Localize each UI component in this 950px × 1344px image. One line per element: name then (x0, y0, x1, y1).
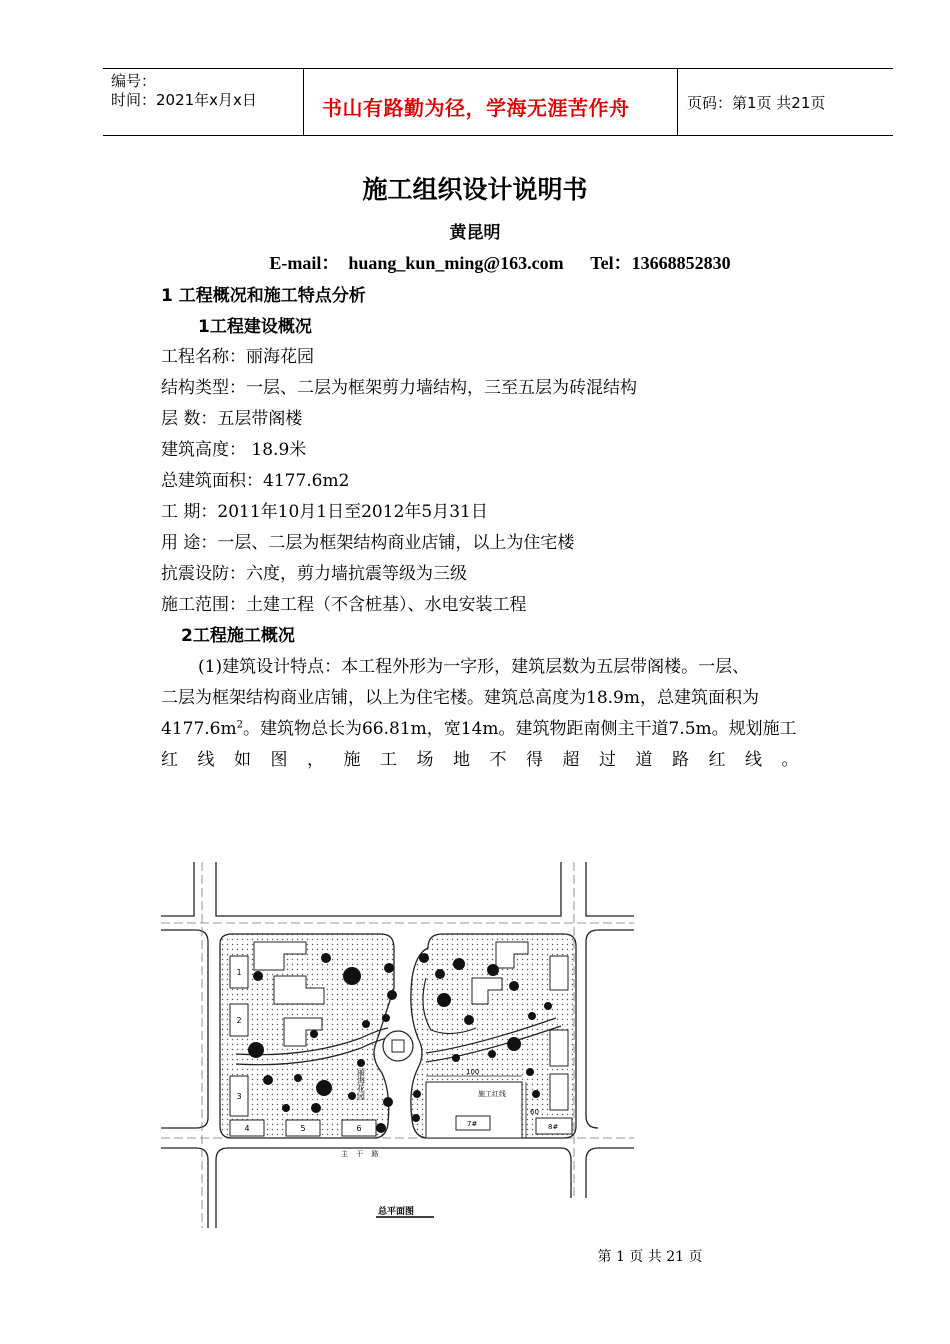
fact-line: 层 数：五层带阁楼 (161, 409, 303, 429)
header-page-label: 页码：第1页 共21页 (687, 94, 826, 112)
fact-line: 结构类型：一层、二层为框架剪力墙结构，三至五层为砖混结构 (161, 378, 637, 398)
paragraph-line: 二层为框架结构商业店铺，以上为住宅楼。建筑总高度为18.9m，总建筑面积为 (161, 688, 759, 708)
site-building-label: 7# (467, 1120, 478, 1128)
page-footer: 第 1 页 共 21 页 (597, 1249, 703, 1265)
fact-line: 总建筑面积：4177.6m2 (161, 471, 350, 491)
site-plan-drawing (156, 858, 636, 1230)
right-building-label: 8# (548, 1123, 559, 1131)
plan-caption: 总平面图 (378, 1207, 415, 1217)
author-contact: E-mail： huang_kun_ming@163.com Tel：13668852830 (269, 253, 731, 273)
building-label: 5 (300, 1124, 306, 1133)
header-top-rule (103, 68, 893, 69)
garden-label: 丽海花园 (356, 1068, 366, 1100)
area-superscript: 2 (236, 719, 243, 731)
building-label: 6 (356, 1124, 362, 1133)
header-divider-right (677, 68, 678, 135)
building-label: 3 (236, 1092, 242, 1101)
subsection-heading-1: 1工程建设概况 (198, 317, 312, 337)
roundabout (383, 1031, 413, 1061)
header-motto: 书山有路勤为径，学海无涯苦作舟 (322, 96, 630, 120)
fact-line: 抗震设防：六度，剪力墙抗震等级为三级 (161, 564, 467, 584)
fact-line: 建筑高度： 18.9米 (161, 440, 307, 460)
section-heading-1: 1 工程概况和施工特点分析 (161, 286, 366, 306)
paragraph-line: (1)建筑设计特点：本工程外形为一字形，建筑层数为五层带阁楼。一层、 (198, 657, 750, 677)
doc-number-label: 编号： (111, 72, 157, 90)
paragraph-line: 红线如图，施工场地不得超过道路红线。 (161, 750, 818, 770)
building-label: 2 (236, 1016, 242, 1025)
building-label: 4 (244, 1124, 250, 1133)
author-name: 黄昆明 (449, 223, 501, 243)
redline-label: 施工红线 (478, 1090, 506, 1098)
dimension-60: 60 (530, 1108, 539, 1116)
paragraph-line-rest: 。建筑物总长为66.81m，宽14m。建筑物距南侧主干道7.5m。规划施工 (242, 719, 797, 739)
fact-line: 用 途：一层、二层为框架结构商业店铺，以上为住宅楼 (161, 533, 575, 553)
area-value: 4177.6m (161, 719, 237, 739)
fact-line: 施工范围：土建工程（不含桩基）、水电安装工程 (161, 595, 527, 615)
subsection-heading-2: 2工程施工概况 (181, 626, 295, 646)
fact-line: 工 期：2011年10月1日至2012年5月31日 (161, 502, 488, 522)
header-bottom-rule (103, 135, 893, 136)
header-divider-left (303, 68, 304, 135)
paragraph-line (161, 714, 797, 739)
doc-time-label: 时间：2021年x月x日 (111, 91, 257, 109)
document-title: 施工组织设计说明书 (362, 175, 588, 204)
dimension-100: 100 (466, 1068, 480, 1076)
main-road-label: 主 干 路 (341, 1150, 382, 1158)
building-label: 1 (236, 968, 242, 977)
fact-line: 工程名称：丽海花园 (161, 347, 314, 367)
